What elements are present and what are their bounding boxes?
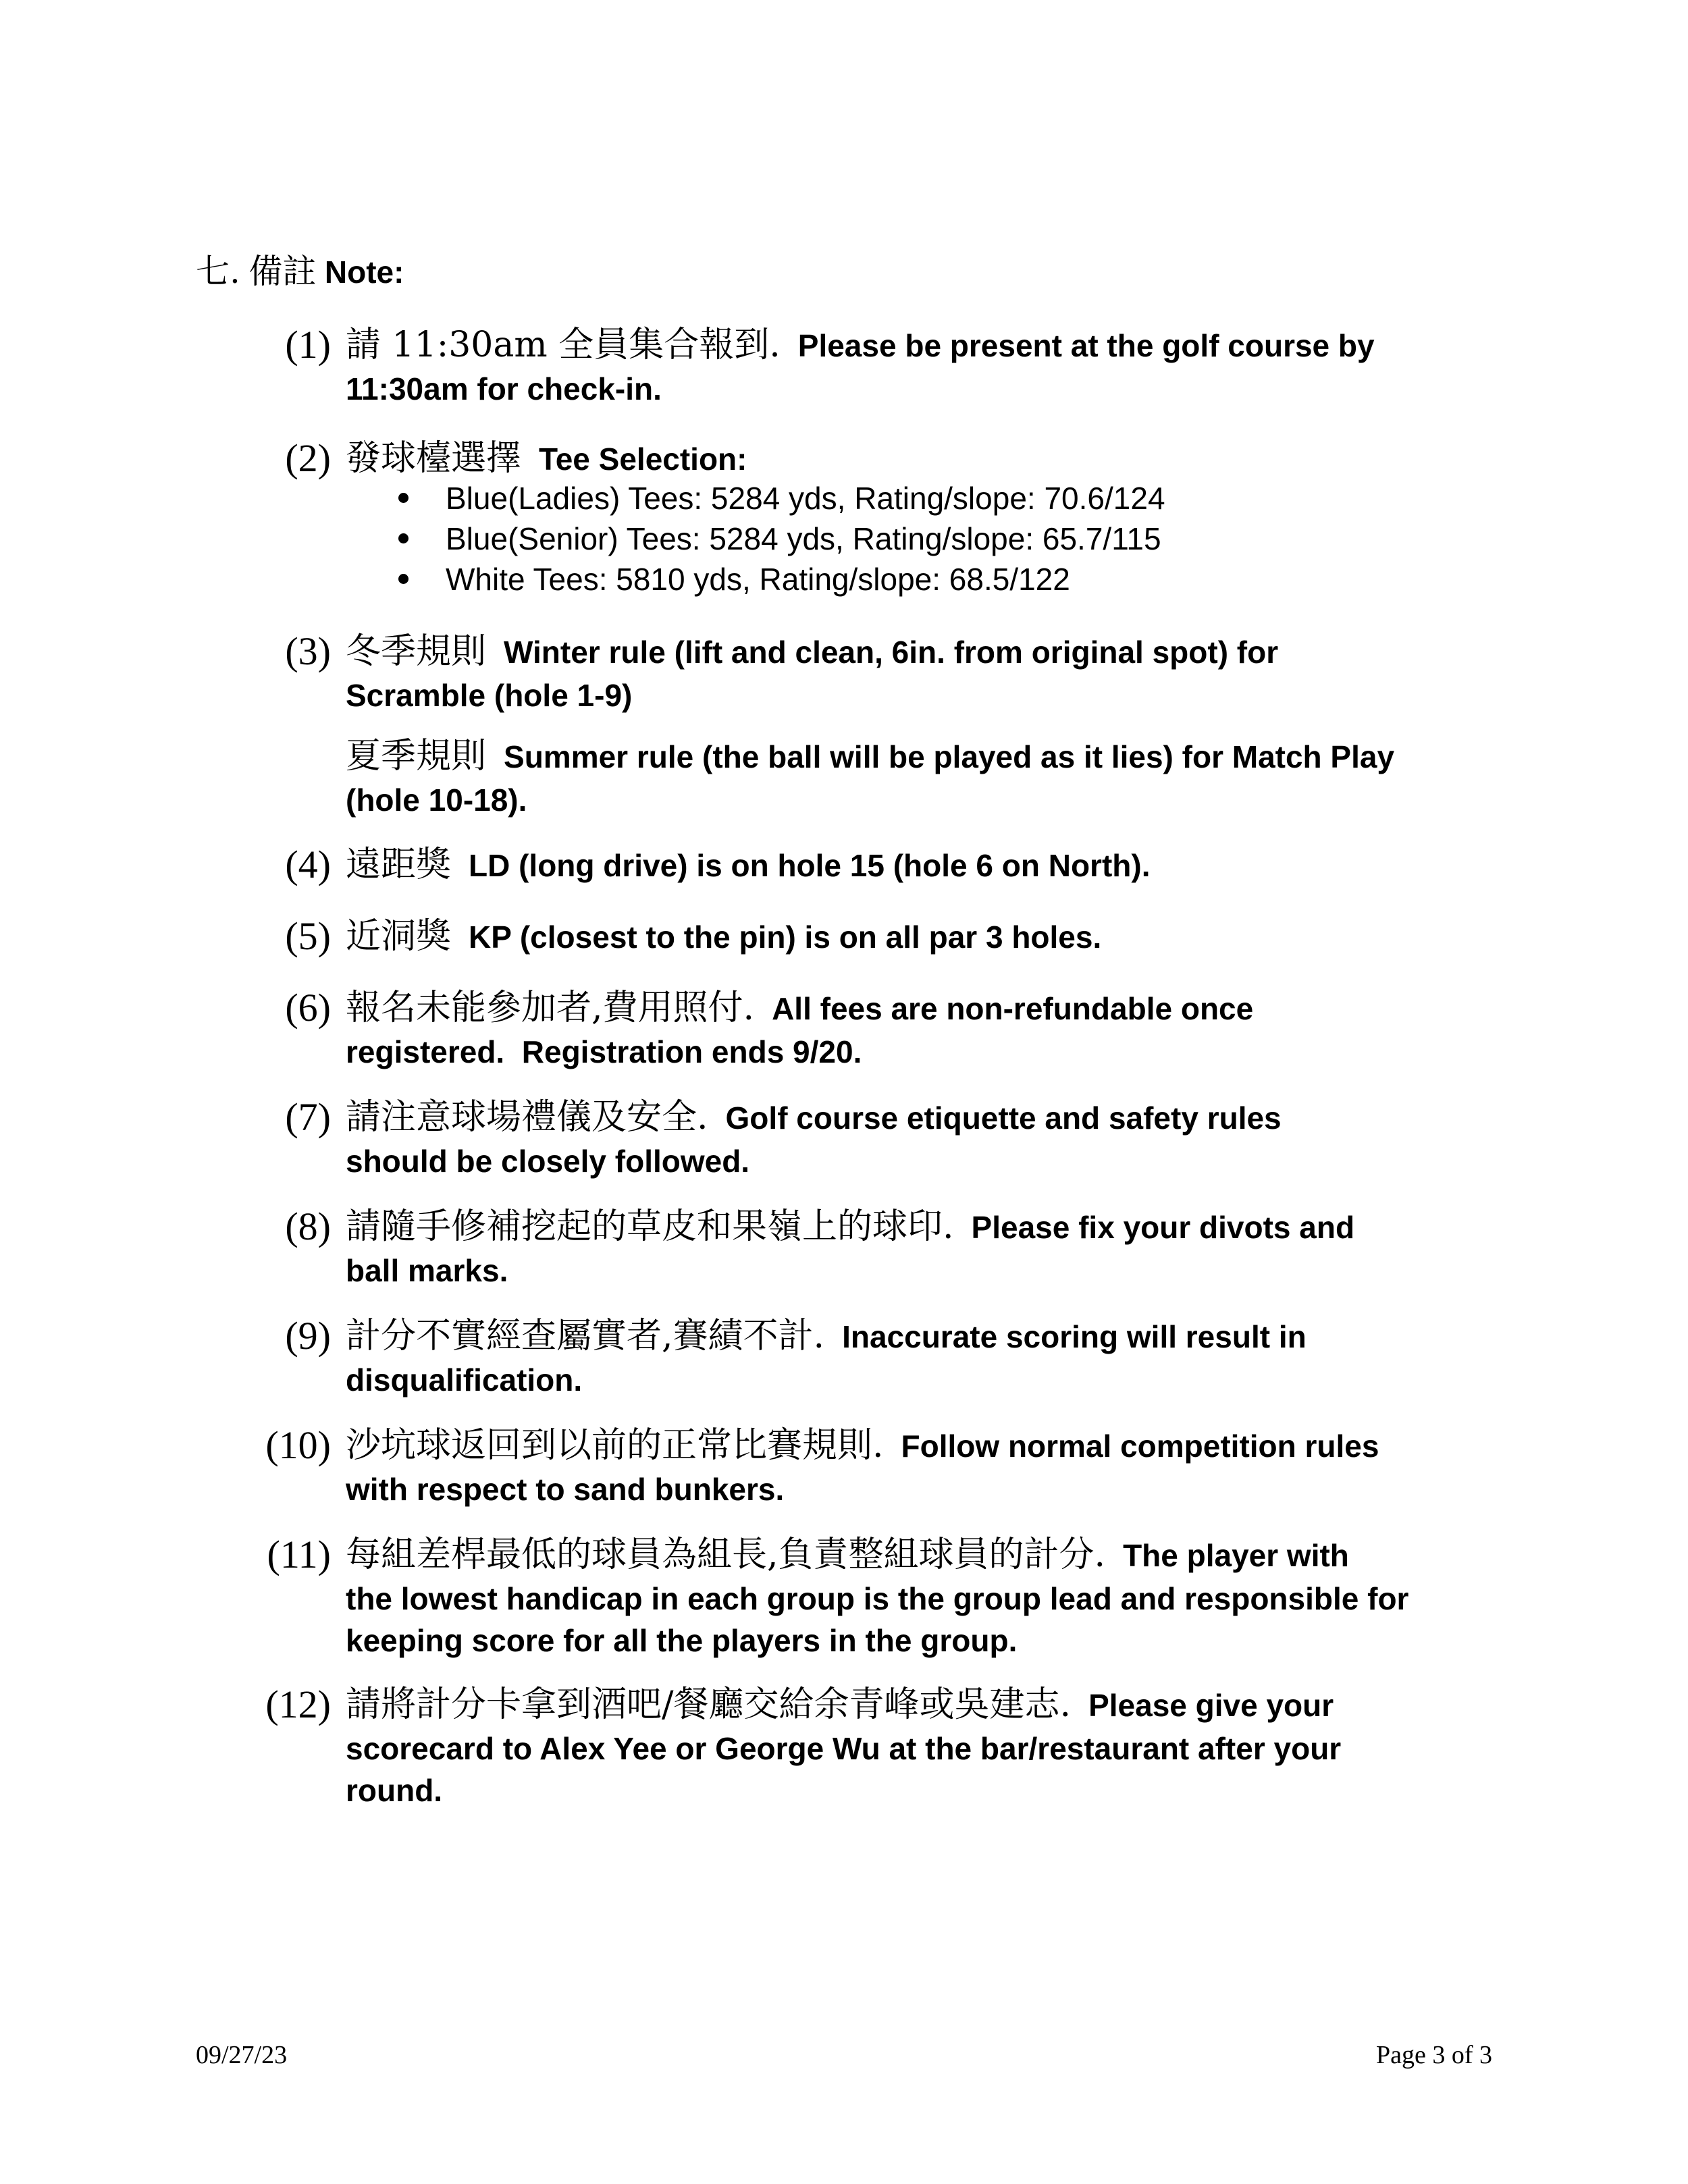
item-en-2: Summer rule (the ball will be played as it lies) for Match Play xyxy=(504,739,1395,774)
item-continuation: ball marks. xyxy=(346,1253,508,1288)
item-en: Follow normal competition rules xyxy=(901,1429,1379,1464)
heading-cn: 備註 xyxy=(248,252,317,291)
item-cn: 每組差桿最低的球員為組長,負責整組球員的計分. xyxy=(346,1535,1106,1575)
footer-date: 09/27/23 xyxy=(196,2041,288,2069)
item-number: (4) xyxy=(285,843,331,886)
item-en: Winter rule (lift and clean, 6in. from original spot) for xyxy=(504,635,1279,670)
bullet-icon xyxy=(398,574,408,584)
item-cn: 冬季規則 xyxy=(346,631,487,672)
item-number: (8) xyxy=(285,1204,331,1248)
item-cn: 請隨手修補挖起的草皮和果嶺上的球印. xyxy=(346,1206,954,1247)
item-continuation: registered. Registration ends 9/20. xyxy=(346,1034,862,1069)
section-heading xyxy=(196,251,404,292)
item-cn: 計分不實經查屬實者,賽績不計. xyxy=(346,1316,825,1356)
item-number: (10) xyxy=(265,1423,331,1467)
item-cn: 遠距獎 xyxy=(346,845,452,885)
item-number: (11) xyxy=(267,1533,331,1576)
item-cn: 請將計分卡拿到酒吧/餐廳交給余青峰或吳建志. xyxy=(346,1684,1072,1725)
item-cn: 沙坑球返回到以前的正常比賽規則. xyxy=(346,1425,884,1466)
item-en: Please fix your divots and xyxy=(971,1210,1355,1245)
item-number: (9) xyxy=(285,1314,331,1358)
heading-en: Note: xyxy=(324,255,404,290)
item-cn: 報名未能參加者,費用照付. xyxy=(346,988,755,1028)
item-cn: 請 11:30am 全員集合報到. xyxy=(346,325,781,365)
item-number: (12) xyxy=(265,1682,331,1726)
item-en: Tee Selection: xyxy=(539,442,747,477)
item-en: Please give your xyxy=(1088,1688,1334,1723)
item-en: All fees are non-refundable once xyxy=(772,991,1254,1026)
item-continuation: keeping score for all the players in the group. xyxy=(346,1623,1018,1658)
item-continuation: should be closely followed. xyxy=(346,1144,750,1179)
item-en: Golf course etiquette and safety rules xyxy=(725,1100,1282,1136)
item-cn-2: 夏季規則 xyxy=(346,736,487,776)
item-number: (7) xyxy=(285,1095,331,1139)
item-en: LD (long drive) is on hole 15 (hole 6 on North). xyxy=(469,848,1151,883)
bullet-icon xyxy=(398,533,408,543)
item-continuation: the lowest handicap in each group is the group lead and responsible for xyxy=(346,1581,1409,1616)
item-number: (6) xyxy=(285,986,331,1030)
item-number: (5) xyxy=(285,914,331,958)
item-continuation: disqualification. xyxy=(346,1362,583,1397)
heading-numeral: 七. xyxy=(196,252,240,291)
item-en: The player with xyxy=(1123,1538,1349,1573)
tee-list xyxy=(398,478,1165,600)
item-continuation: scorecard to Alex Yee or George Wu at the bar/restaurant after your xyxy=(346,1731,1342,1766)
item-number: (2) xyxy=(285,436,331,480)
item-cn: 近洞獎 xyxy=(346,916,452,957)
tee-item: White Tees: 5810 yds, Rating/slope: 68.5/122 xyxy=(398,559,1165,600)
item-continuation: with respect to sand bunkers. xyxy=(346,1472,785,1507)
item-continuation: Scramble (hole 1-9) xyxy=(346,678,633,713)
bullet-icon xyxy=(398,493,408,503)
item-continuation: 11:30am for check-in. xyxy=(346,371,662,406)
tee-item: Blue(Ladies) Tees: 5284 yds, Rating/slope: 70.6/124 xyxy=(398,478,1165,518)
item-en: Please be present at the golf course by xyxy=(797,328,1375,363)
item-continuation: round. xyxy=(346,1773,443,1808)
item-continuation-2: (hole 10-18). xyxy=(346,782,527,818)
footer-page-number: Page 3 of 3 xyxy=(1375,2041,1492,2069)
item-cn: 請注意球場禮儀及安全. xyxy=(346,1097,708,1138)
tee-item: Blue(Senior) Tees: 5284 yds, Rating/slope: 65.7/115 xyxy=(398,518,1165,559)
item-number: (1) xyxy=(285,323,331,367)
item-number: (3) xyxy=(285,629,331,673)
item-cn: 發球檯選擇 xyxy=(346,438,522,479)
item-en: Inaccurate scoring will result in xyxy=(842,1319,1307,1354)
item-en: KP (closest to the pin) is on all par 3 holes. xyxy=(469,920,1102,955)
